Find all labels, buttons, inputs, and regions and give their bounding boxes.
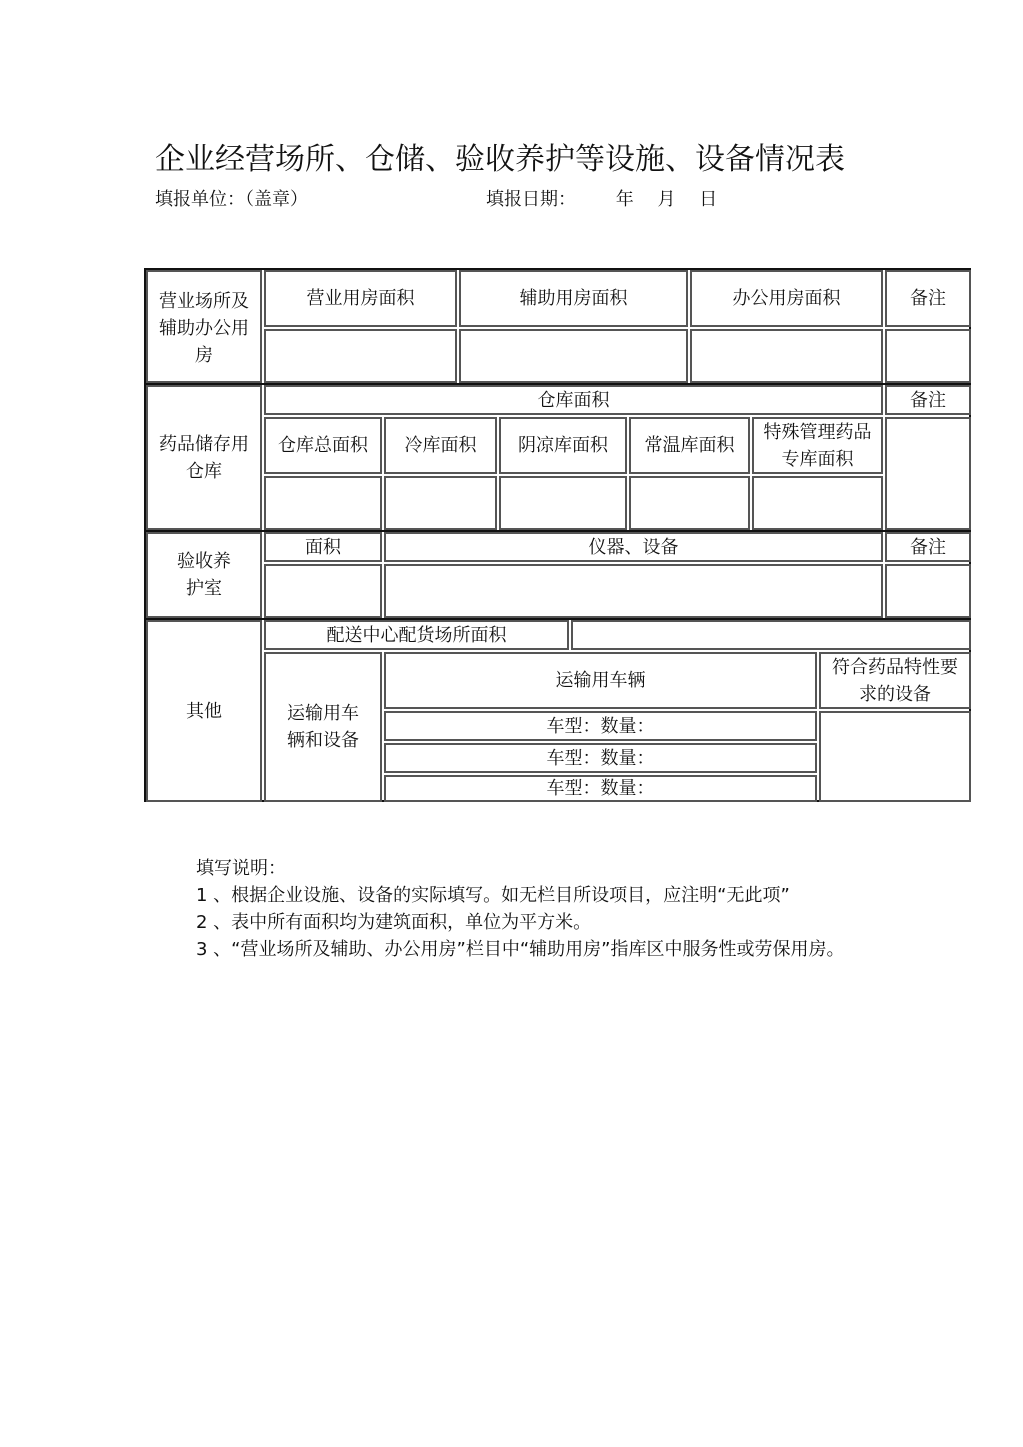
date-month: 月 [657,189,676,210]
total-warehouse-area-header: 仓库总面积 [264,417,382,474]
notes-heading: 填写说明： [196,858,286,879]
special-drug-storage-area-value[interactable] [752,476,883,530]
maintenance-equipment-value[interactable] [384,564,883,618]
storage-section-label: 药品储存用仓库 [146,385,262,530]
section-divider-3 [144,618,971,620]
warehouse-area-group-header: 仓库面积 [264,385,883,415]
business-area-value[interactable] [264,329,457,383]
fill-date-label [486,186,731,214]
section-divider-1 [144,383,971,385]
vehicle-row-3[interactable]: 车型：数量： [384,775,817,802]
room-temp-storage-area-value[interactable] [629,476,750,530]
business-section-label: 营业场所及辅助办公用房 [146,270,262,383]
date-day: 日 [699,189,718,210]
total-warehouse-area-value[interactable] [264,476,382,530]
storage-remark-header: 备注 [885,385,971,415]
note-item-2: 2 、表中所有面积均为建筑面积，单位为平方米。 [196,912,592,933]
distribution-area-value[interactable] [571,620,971,650]
note-item-3: 3 、“营业场所及辅助、办公用房”栏目中“辅助用房”指库区中服务性或劳保用房。 [196,939,845,960]
fill-unit-label: 填报单位：（盖章） [155,189,308,210]
date-year: 年 [615,189,634,210]
page-title: 企业经营场所、仓储、验收养护等设施、设备情况表 [155,142,845,177]
office-area-value[interactable] [690,329,883,383]
room-temp-storage-area-header: 常温库面积 [629,417,750,474]
special-drug-storage-area-header: 特殊管理药品专库面积 [752,417,883,474]
cool-storage-area-value[interactable] [499,476,627,530]
maintenance-equipment-header: 仪器、设备 [384,532,883,562]
transport-vehicles-header: 运输用车辆 [384,652,817,709]
section-divider-2 [144,530,971,532]
filling-instructions [155,855,875,963]
vehicle-row-2[interactable]: 车型：数量： [384,743,817,773]
office-area-header: 办公用房面积 [690,270,883,327]
auxiliary-area-value[interactable] [459,329,688,383]
other-section-label: 其他 [146,620,262,802]
cool-storage-area-header: 阴凉库面积 [499,417,627,474]
cold-storage-area-value[interactable] [384,476,497,530]
maintenance-remark-header: 备注 [885,532,971,562]
cold-storage-area-header: 冷库面积 [384,417,497,474]
drug-equipment-header: 符合药品特性要求的设备 [819,652,971,709]
maintenance-remark-value[interactable] [885,564,971,618]
business-remark-value[interactable] [885,329,971,383]
maintenance-section-label: 验收养护室 [146,532,262,618]
drug-equipment-value[interactable] [819,711,971,802]
auxiliary-area-header: 辅助用房面积 [459,270,688,327]
maintenance-area-value[interactable] [264,564,382,618]
note-item-1: 1 、根据企业设施、设备的实际填写。如无栏目所设项目，应注明“无此项” [196,885,790,906]
business-remark-header: 备注 [885,270,971,327]
business-area-header: 营业用房面积 [264,270,457,327]
transport-section-label: 运输用车辆和设备 [264,652,382,802]
vehicle-row-1[interactable]: 车型：数量： [384,711,817,741]
date-label: 填报日期： [486,189,576,210]
distribution-area-label: 配送中心配货场所面积 [264,620,569,650]
storage-remark-value[interactable] [885,417,971,530]
maintenance-area-header: 面积 [264,532,382,562]
